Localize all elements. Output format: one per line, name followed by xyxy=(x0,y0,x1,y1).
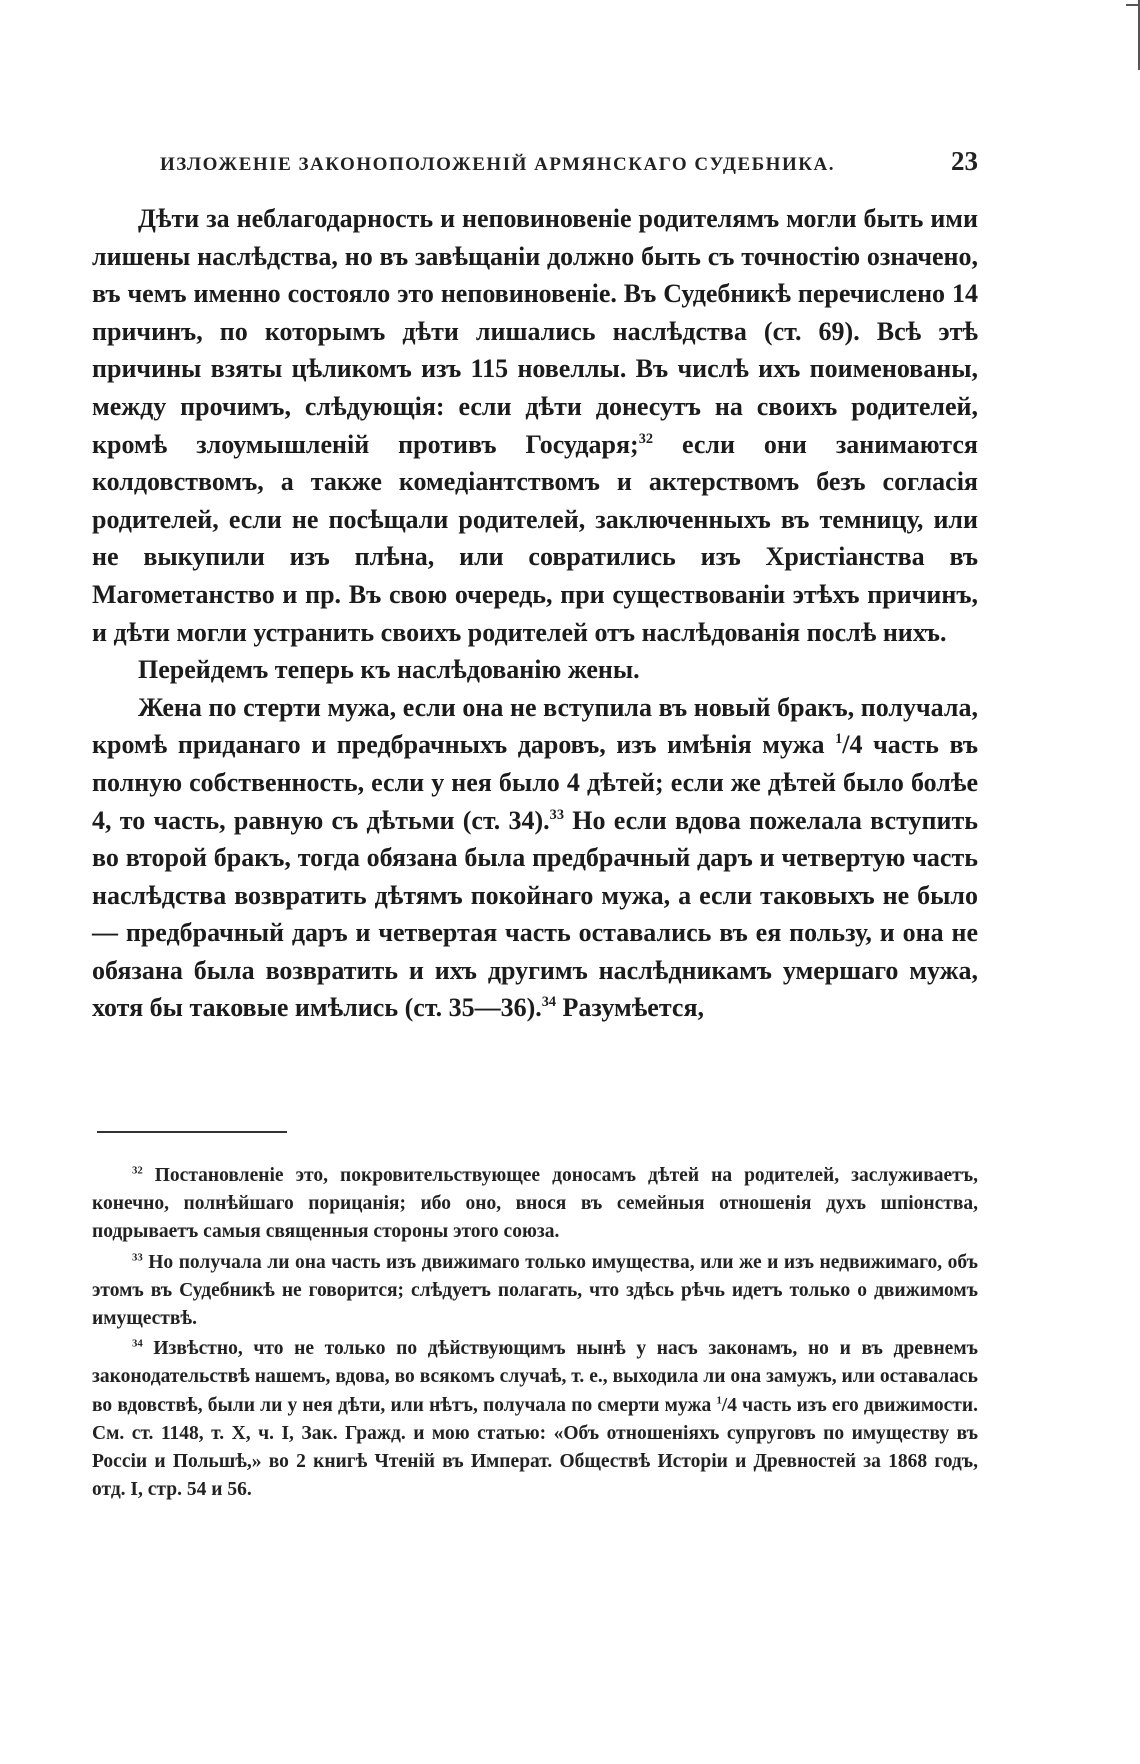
page-number: 23 xyxy=(951,146,978,176)
footnote-text: часть изъ его движимости. См. ст. 1148, т. X, ч. I, Зак. Гражд. и мою статью: «Объ отношеніяхъ супруговъ по имуществу въ Россіи и Польшѣ,» во 2 книгѣ Чтеній въ Императ. Обществѣ Исторіи и Древностей за 1868 годъ, отд. I, стр. 54 и 56. xyxy=(92,1394,978,1501)
page-corner-mark xyxy=(1120,0,1140,70)
footnote-number: 34 xyxy=(132,1337,143,1350)
main-text xyxy=(92,200,978,1027)
paragraph xyxy=(92,651,978,689)
footnote-number: 32 xyxy=(132,1164,143,1177)
paragraph-text: Но если вдова пожелала вступить во второй бракъ, тогда обязана была предбрачный даръ и четвертую часть наслѣдства возвратить дѣтямъ покойнаго мужа, а если таковыхъ не было — предбрачный даръ и четвертая часть оставались въ ея пользу, и она не обязана была возвратить и ихъ другимъ наслѣдникамъ умершаго мужа, хотя бы таковые имѣлись (ст. 35—36). xyxy=(92,805,978,1023)
fraction-numerator: 1 xyxy=(716,1394,722,1407)
paragraph-text: если они занимаются колдовствомъ, а также комедіантствомъ и актерствомъ безъ согласія родителей, если не посѣщали родителей, заключенныхъ въ темницу, или не выкупили изъ плѣна, или совратились изъ Христіанства въ Магометанство и пр. Въ свою очередь, при существованіи этѣхъ причинъ, и дѣти могли устранить своихъ родителей отъ наслѣдованія послѣ нихъ. xyxy=(92,429,978,647)
footnote-ref: 32 xyxy=(638,430,653,447)
fraction: $^1$/4 xyxy=(835,730,863,760)
footnote-ref: 34 xyxy=(541,994,557,1011)
paragraph-text: Дѣти за неблагодарность и неповиновеніе родителямъ могли быть ими лишены наслѣдства, но въ завѣщаніи должно быть съ точностію означено, въ чемъ именно состояло это неповиновеніе. Въ Судебникѣ перечислено 14 причинъ, по которымъ дѣти лишались наслѣдства (ст. 69). Всѣ этѣ причины взяты цѣликомъ изъ 115 новеллы. Въ числѣ ихъ поименованы, между прочимъ, слѣдующія: если дѣти донесутъ на своихъ родителей, кромѣ злоумышленій противъ Государя; xyxy=(92,204,978,459)
footnote-text: Постановленіе это, покровительствующее доносамъ дѣтей на родителей, заслуживаетъ, конечно, полнѣйшаго порицанія; ибо оно, внося въ семейныя отношенія духъ шпіонства, подрываетъ самыя священныя стороны этого союза. xyxy=(92,1165,978,1243)
footnote xyxy=(92,1249,978,1334)
paragraph-text: Разумѣется, xyxy=(556,993,705,1023)
paragraph xyxy=(92,200,978,651)
footnote xyxy=(92,1335,978,1504)
footnotes xyxy=(92,1162,978,1506)
paragraph-text: часть въ полную собственность, если у нея было 4 дѣтей; если же дѣтей было болѣе 4, то часть, равную съ дѣтьми (ст. 34). xyxy=(92,730,978,835)
fraction: $^1$/4 xyxy=(716,1394,737,1416)
page-header xyxy=(92,146,978,177)
footnote-separator xyxy=(97,1131,287,1133)
footnote-number: 33 xyxy=(132,1251,143,1264)
footnote-ref: 33 xyxy=(549,806,564,823)
fraction-denominator: 4 xyxy=(727,1394,737,1416)
paragraph xyxy=(92,689,978,1027)
fraction-denominator: 4 xyxy=(849,730,863,760)
footnote-text: Извѣстно, что не только по дѣйствующимъ нынѣ у насъ законамъ, но и въ древнемъ законодательствѣ нашемъ, вдова, во всякомъ случаѣ, т. е., выходила ли она замужъ, или оставалась во вдовствѣ, были ли у нея дѣти, или нѣтъ, получала по смерти мужа xyxy=(92,1338,978,1416)
paragraph-text: Перейдемъ теперь къ наслѣдованію жены. xyxy=(138,655,640,685)
footnote-text: Но получала ли она часть изъ движимаго только имущества, или же и изъ недвижимаго, объ этомъ въ Судебникѣ не говорится; слѣдуетъ полагать, что здѣсь рѣчь идетъ только о движимомъ имуществѣ. xyxy=(92,1251,978,1330)
running-title: ИЗЛОЖЕНІЕ ЗАКОНОПОЛОЖЕНІЙ АРМЯНСКАГО СУДЕБНИКА. xyxy=(160,154,835,175)
footnote xyxy=(92,1162,978,1247)
fraction-numerator: 1 xyxy=(835,731,843,748)
paragraph-text: Жена по стерти мужа, если она не вступила въ новый бракъ, получала, кромѣ приданаго и предбрачныхъ даровъ, изъ имѣнія мужа xyxy=(92,692,978,760)
